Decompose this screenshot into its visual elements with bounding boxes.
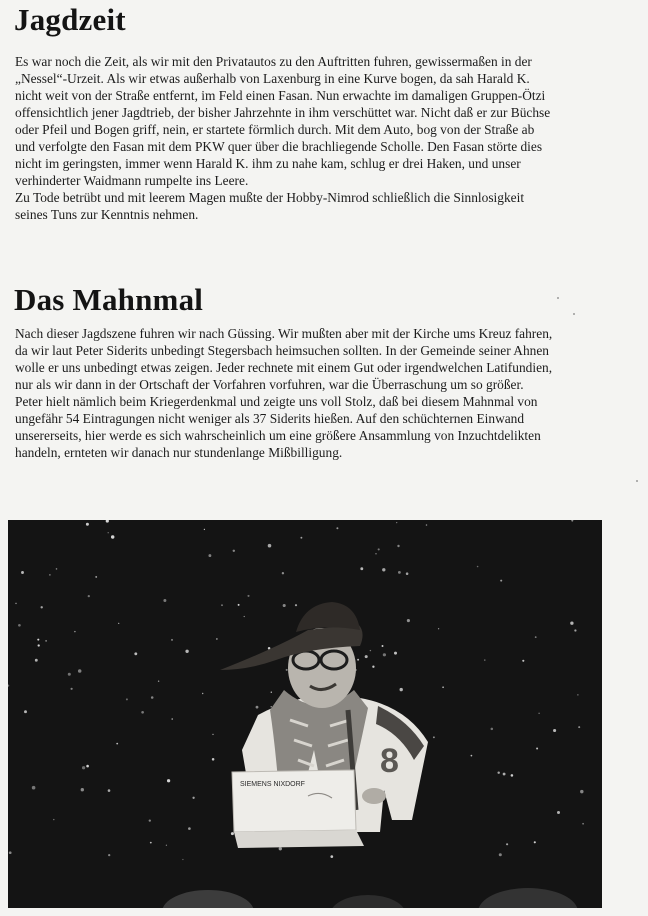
- star-dot: [212, 758, 215, 761]
- star-dot: [382, 568, 385, 571]
- text-line: verhinderter Waidmann rumpelte ins Leere.: [15, 173, 249, 188]
- star-dot: [167, 779, 170, 782]
- star-dot: [577, 694, 578, 695]
- section-body-mahnmal: [15, 325, 552, 461]
- star-dot: [56, 568, 58, 570]
- star-dot: [238, 604, 240, 606]
- text-line: da wir laut Peter Siderits unbedingt Stegersbach heimsuchen sollten. In der Gemeinde seiner Ahnen: [15, 343, 549, 358]
- text-line: wolle er uns unbedingt etwas zeigen. Jeder rechnete mit einem Gut oder irgendwelchen Latifundien,: [15, 360, 553, 375]
- text-line: oder Pfeil und Bogen griff, nein, er startete förmlich durch. Mit dem Auto, bog von der Straße ab: [15, 122, 535, 137]
- star-dot: [271, 706, 272, 707]
- star-dot: [18, 624, 21, 627]
- star-dot: [522, 660, 524, 662]
- text-line: „Nessel“-Urzeit. Als wir etwas außerhalb von Laxenburg in eine Kurve bogen, da sah Harald K.: [15, 71, 530, 86]
- star-dot: [53, 819, 54, 820]
- star-dot: [538, 713, 539, 714]
- star-dot: [171, 718, 173, 720]
- star-dot: [397, 545, 399, 547]
- section-body-jagdzeit: [15, 53, 550, 223]
- star-dot: [204, 529, 205, 530]
- star-dot: [442, 686, 444, 688]
- star-dot: [370, 650, 371, 651]
- star-dot: [580, 790, 583, 793]
- star-dot: [471, 755, 473, 757]
- star-dot: [557, 811, 560, 814]
- star-dot: [35, 659, 38, 662]
- star-dot: [300, 537, 302, 539]
- star-dot: [406, 572, 409, 575]
- star-dot: [394, 652, 397, 655]
- star-dot: [111, 535, 114, 538]
- star-dot: [295, 604, 297, 606]
- laptop-brand-label: SIEMENS NIXDORF: [240, 781, 305, 788]
- star-dot: [357, 659, 359, 661]
- star-dot: [506, 843, 508, 845]
- star-dot: [233, 550, 235, 552]
- star-dot: [45, 640, 47, 642]
- star-dot: [574, 629, 576, 631]
- star-dot: [21, 571, 24, 574]
- stage-photo: [8, 520, 602, 908]
- star-dot: [336, 527, 338, 529]
- star-dot: [188, 827, 191, 830]
- star-dot: [286, 669, 288, 671]
- star-dot: [163, 599, 166, 602]
- laptop-base: [234, 830, 364, 848]
- star-dot: [534, 841, 536, 843]
- star-dot: [378, 548, 380, 550]
- star-dot: [158, 680, 159, 681]
- star-dot: [570, 622, 573, 625]
- star-dot: [231, 832, 234, 835]
- star-dot: [330, 855, 333, 858]
- text-line: und verfolgte den Fasan mit dem PKW quer über die brachliegende Scholle. Den Fasan störte dies: [15, 139, 543, 154]
- star-dot: [24, 710, 27, 713]
- star-dot: [166, 845, 167, 846]
- star-dot: [497, 771, 499, 773]
- star-dot: [216, 638, 217, 639]
- star-dot: [108, 789, 111, 792]
- star-dot: [192, 797, 194, 799]
- paper-speck: [557, 297, 559, 299]
- star-dot: [108, 532, 109, 533]
- star-dot: [86, 523, 89, 526]
- star-dot: [81, 788, 84, 791]
- section-title-mahnmal: Das Mahnmal: [14, 282, 204, 317]
- star-dot: [382, 645, 384, 647]
- star-dot: [491, 728, 494, 731]
- star-dot: [365, 655, 368, 658]
- text-line: nicht im geringsten, immer wenn Harald K. ihm zu nahe kam, schlug er drei Haken, und unser: [15, 156, 521, 171]
- star-dot: [582, 823, 584, 825]
- star-dot: [484, 659, 485, 660]
- star-dot: [433, 736, 435, 738]
- star-dot: [185, 650, 188, 653]
- star-dot: [95, 576, 97, 578]
- text-line: Nach dieser Jagdszene fuhren wir nach Güssing. Wir mußten aber mit der Kirche ums Kreuz fahren,: [15, 326, 553, 341]
- star-dot: [38, 644, 40, 646]
- section-title-jagdzeit: Jagdzeit: [14, 2, 126, 37]
- stage-photo-illustration: [8, 520, 602, 908]
- star-dot: [383, 653, 386, 656]
- star-dot: [396, 522, 397, 523]
- star-dot: [68, 673, 71, 676]
- star-dot: [134, 652, 137, 655]
- star-dot: [268, 544, 272, 548]
- star-dot: [212, 734, 213, 735]
- star-dot: [150, 842, 152, 844]
- star-dot: [271, 692, 272, 693]
- text-line: Peter hielt nämlich beim Kriegerdenkmal und zeigte uns voll Stolz, daß bei diesem Mahnmal von: [15, 394, 538, 409]
- star-dot: [126, 698, 128, 700]
- star-dot: [37, 639, 39, 641]
- star-dot: [398, 571, 401, 574]
- star-dot: [74, 631, 75, 632]
- star-dot: [247, 595, 249, 597]
- star-dot: [499, 853, 502, 856]
- star-dot: [118, 623, 119, 624]
- paper-speck: [636, 480, 638, 482]
- text-line: Zu Tode betrübt und mit leerem Magen mußte der Hobby-Nimrod schließlich die Sinnlosigkeit: [15, 190, 525, 205]
- jersey-number: 8: [380, 742, 399, 780]
- star-dot: [82, 766, 85, 769]
- star-dot: [256, 706, 259, 709]
- star-dot: [535, 636, 537, 638]
- star-dot: [536, 747, 538, 749]
- star-dot: [171, 639, 173, 641]
- hand: [362, 788, 386, 804]
- star-dot: [141, 711, 144, 714]
- star-dot: [282, 572, 284, 574]
- star-dot: [407, 619, 410, 622]
- star-dot: [86, 765, 89, 768]
- star-dot: [116, 743, 118, 745]
- star-dot: [78, 669, 82, 673]
- text-line: offensichtlich jener Jagdtrieb, der bisher Jahrzehnte in ihm verschüttet war. Nicht daß er zur Büchse: [15, 105, 551, 120]
- star-dot: [151, 696, 154, 699]
- star-dot: [208, 554, 211, 557]
- text-line: Es war noch die Zeit, als wir mit den Privatautos zu den Auftritten fuhren, gewissermaßen in der: [15, 54, 532, 69]
- star-dot: [426, 524, 428, 526]
- star-dot: [221, 604, 223, 606]
- star-dot: [438, 628, 439, 629]
- star-dot: [283, 604, 286, 607]
- star-dot: [375, 553, 376, 554]
- star-dot: [182, 859, 183, 860]
- star-dot: [553, 729, 556, 732]
- star-dot: [477, 566, 479, 568]
- star-dot: [279, 847, 282, 850]
- laptop-screen: [232, 770, 356, 832]
- star-dot: [360, 567, 363, 570]
- star-dot: [71, 688, 73, 690]
- star-dot: [9, 851, 12, 854]
- text-line: ungefähr 54 Eintragungen nicht weniger als 37 Siderits hießen. Auf den schüchternen Einwand: [15, 411, 525, 426]
- star-dot: [500, 580, 502, 582]
- star-dot: [202, 693, 203, 694]
- star-dot: [88, 595, 90, 597]
- star-dot: [41, 606, 43, 608]
- star-dot: [108, 854, 110, 856]
- star-dot: [32, 786, 36, 790]
- star-dot: [503, 773, 506, 776]
- star-dot: [49, 574, 50, 575]
- text-line: nur als wir dann in der Ortschaft der Vorfahren vorfuhren, war die Überraschung um so größer.: [15, 377, 524, 392]
- text-line: unsererseits, hier werde es sich wahrscheinlich um eine größere Ansammlung von Inzuchtdelikten: [15, 428, 541, 443]
- star-dot: [578, 726, 580, 728]
- paper-speck: [573, 313, 575, 315]
- star-dot: [400, 688, 403, 691]
- star-dot: [244, 616, 245, 617]
- star-dot: [149, 819, 151, 821]
- text-line: seines Tuns zur Kenntnis nehmen.: [15, 207, 199, 222]
- star-dot: [511, 774, 514, 777]
- text-line: nicht weit von der Straße entfernt, im Feld einen Fasan. Nun erwachte im damaligen Gruppen-Ötzi: [15, 88, 546, 103]
- star-dot: [15, 603, 17, 605]
- star-dot: [372, 666, 374, 668]
- text-line: handeln, ernteten wir danach nur stundenlange Mißbilligung.: [15, 445, 343, 460]
